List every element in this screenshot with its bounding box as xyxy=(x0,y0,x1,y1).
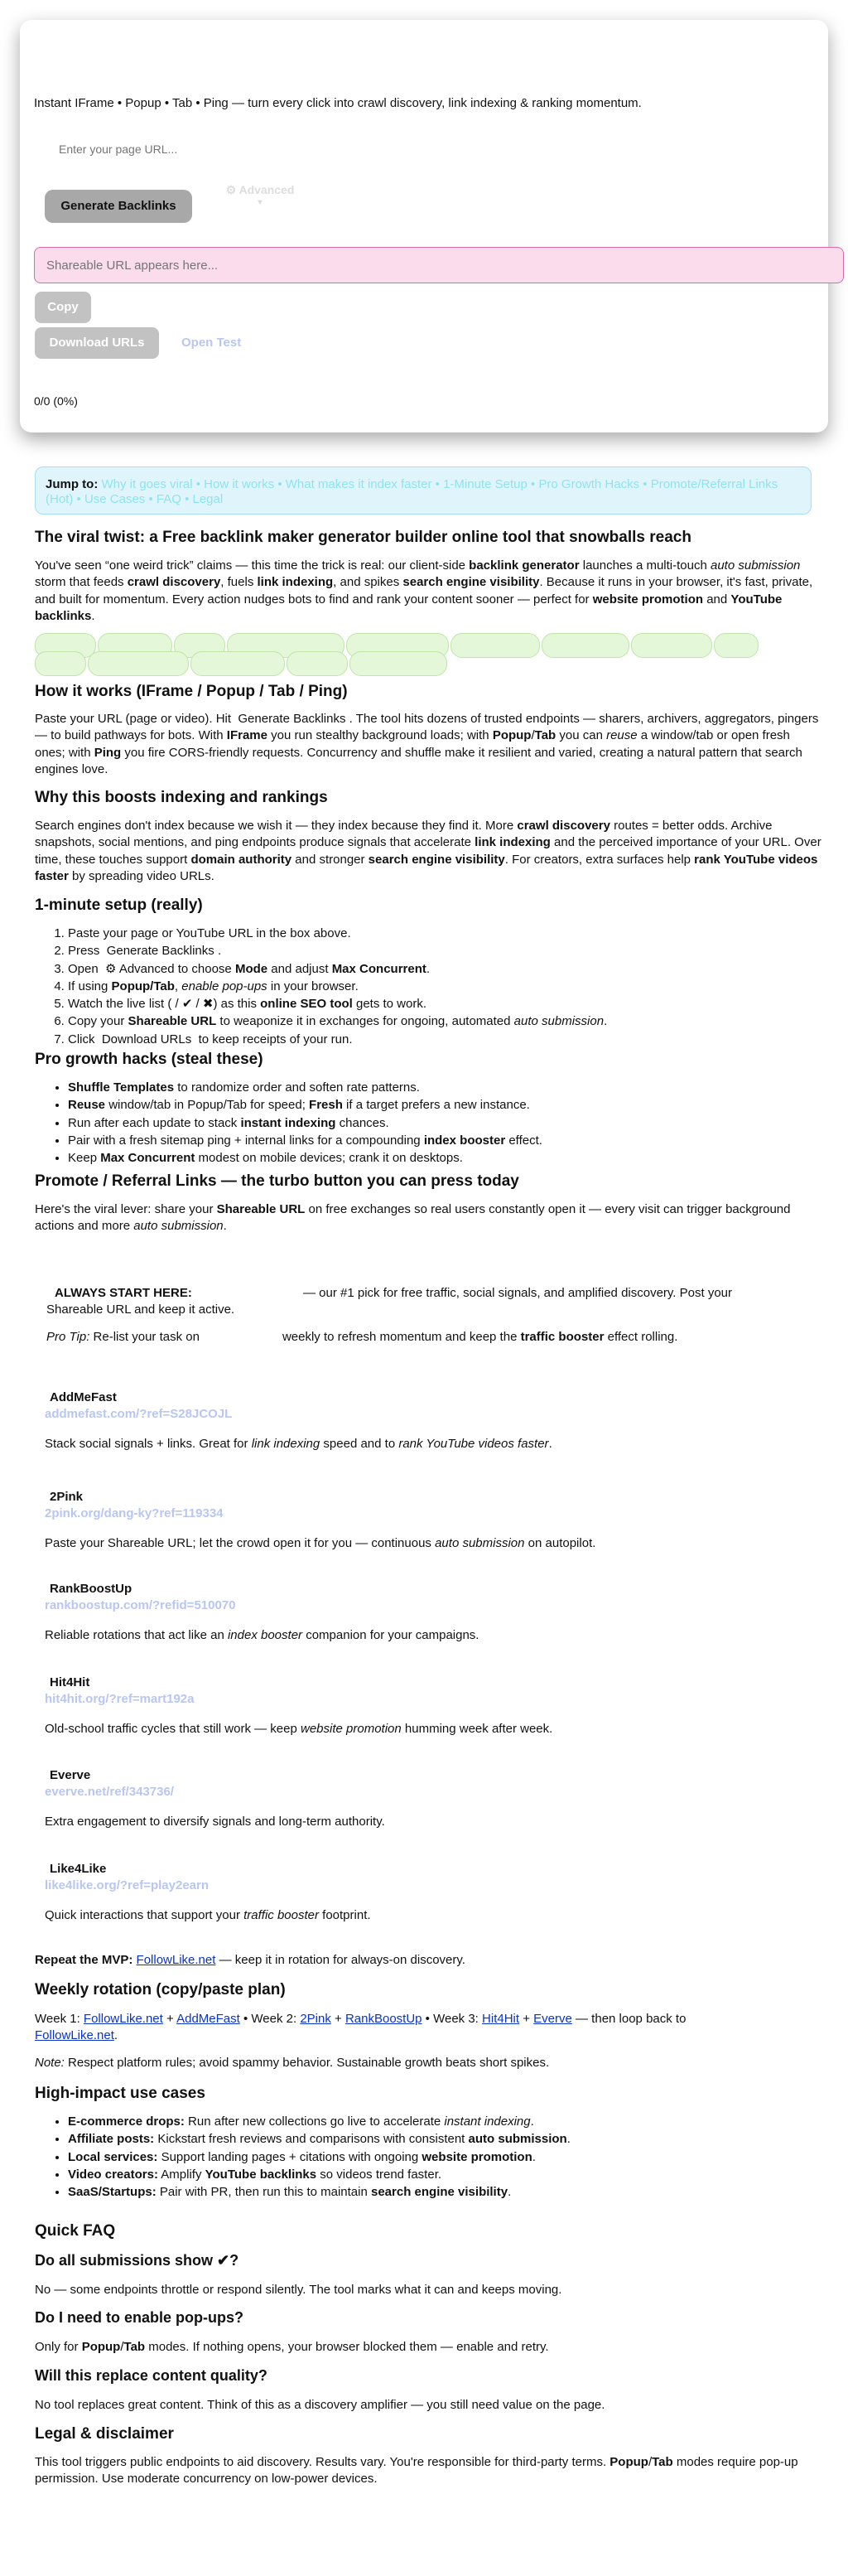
usecase-item: • SaaS/Startups: Pair with PR, then run this to maintain search engine visibility. xyxy=(68,2184,846,2201)
faq-question: Do all submissions show ✔? xyxy=(35,2252,239,2269)
why-heading: Why this boosts indexing and rankings xyxy=(35,789,328,806)
hacks-list xyxy=(35,1080,846,1167)
action-pill[interactable] xyxy=(542,633,629,658)
hacks-heading: Pro growth hacks (steal these) xyxy=(35,1051,263,1068)
referral-name: Hit4Hit xyxy=(50,1675,90,1689)
referral-link[interactable]: everve.net/ref/343736/ xyxy=(45,1785,174,1799)
followlike-link[interactable]: FollowLike.net xyxy=(35,2028,114,2043)
referral-link[interactable]: addmefast.com/?ref=S28JCOJL xyxy=(45,1407,233,1421)
setup-step: 7. Click Download URLs to keep receipts of your run. xyxy=(68,1032,846,1048)
usecases-list xyxy=(35,2114,846,2201)
setup-step: 6. Copy your Shareable URL to weaponize it in exchanges for ongoing, automated auto submission. xyxy=(68,1013,846,1030)
addmefast-link[interactable]: AddMeFast xyxy=(176,2012,240,2026)
weekly-plan: Week 1: FollowLike.net + AddMeFast • Week 2: 2Pink + RankBoostUp • Week 3: Hit4Hit + Everve — then loop back to FollowLike.net. xyxy=(35,2012,687,2043)
hit4hit-link[interactable]: Hit4Hit xyxy=(482,2012,520,2026)
action-pill[interactable] xyxy=(450,633,540,658)
faq-heading: Quick FAQ xyxy=(35,2222,116,2240)
action-pill[interactable] xyxy=(714,633,759,658)
rankboostup-link[interactable]: RankBoostUp xyxy=(344,2012,422,2026)
chevron-down-icon: ▾ xyxy=(258,197,263,207)
faq-question: Will this replace content quality? xyxy=(35,2367,267,2384)
url-input[interactable] xyxy=(34,134,415,164)
shareable-url-field[interactable] xyxy=(34,247,844,283)
referral-name: AddMeFast xyxy=(50,1390,117,1404)
jump-link[interactable]: Pro Growth Hacks xyxy=(538,477,640,491)
jump-nav-line xyxy=(46,477,799,507)
tool-tagline: Instant IFrame • Popup • Tab • Ping — turn every click into crawl discovery, link indexing & ranking momentum. xyxy=(34,96,642,110)
hack-item: • Run after each update to stack instant indexing chances. xyxy=(68,1115,846,1132)
referral-description: Paste your Shareable URL; let the crowd open it for you — continuous auto submission on autopilot. xyxy=(45,1536,596,1550)
action-pill[interactable] xyxy=(35,651,86,676)
everve-link[interactable]: Everve xyxy=(533,2012,572,2026)
jump-link[interactable]: Legal xyxy=(192,492,224,506)
advanced-label: ⚙ Advanced xyxy=(225,183,295,196)
jump-link[interactable]: Use Cases xyxy=(84,492,146,506)
action-pill[interactable] xyxy=(631,633,712,658)
progress-text: 0/0 (0%) xyxy=(34,394,78,408)
legal-heading: Legal & disclaimer xyxy=(35,2425,174,2443)
action-pill[interactable] xyxy=(349,651,447,676)
repeat-mvp: Repeat the MVP: FollowLike.net — keep it in rotation for always-on discovery. xyxy=(35,1953,465,1967)
referral-description: Quick interactions that support your traffic booster footprint. xyxy=(45,1908,371,1922)
how-paragraph: Paste your URL (page or video). Hit Generate Backlinks . The tool hits dozens of trusted endpoints — sharers, archivers, aggregators, pingers — to build pathways for bots. With IFrame you run stealthy background loads; with Popup/Tab you can reuse a window/tab or open fresh ones; with Ping you fire CORS-friendly requests. Concurrency and shuffle make it resilient and varied, creating a natural pattern that search engines love. xyxy=(35,712,819,776)
usecase-item: • Local services: Support landing pages + citations with ongoing website promotion. xyxy=(68,2149,846,2166)
weekly-note: Note: Respect platform rules; avoid spammy behavior. Sustainable growth beats short spikes. xyxy=(35,2056,550,2070)
advanced-toggle[interactable] xyxy=(219,182,301,208)
setup-step: 4. If using Popup/Tab, enable pop-ups in your browser. xyxy=(68,979,846,995)
tool-card xyxy=(20,20,828,433)
usecases-heading: High-impact use cases xyxy=(35,2085,205,2102)
faq-answer: Only for Popup/Tab modes. If nothing opens, your browser blocked them — enable and retry. xyxy=(35,2340,549,2354)
faq-answer: No — some endpoints throttle or respond silently. The tool marks what it can and keeps moving. xyxy=(35,2283,562,2297)
jump-nav xyxy=(35,466,812,515)
weekly-heading: Weekly rotation (copy/paste plan) xyxy=(35,1981,286,1998)
promote-heading: Promote / Referral Links — the turbo button you can press today xyxy=(35,1172,519,1190)
jump-separator: • xyxy=(181,492,193,506)
download-urls-button[interactable]: Download URLs xyxy=(35,327,159,359)
referral-description: Extra engagement to diversify signals and long-term authority. xyxy=(45,1815,385,1829)
followlike-link[interactable]: FollowLike.net xyxy=(136,1953,216,1967)
2pink-link[interactable]: 2Pink xyxy=(300,2012,331,2026)
usecase-item: • Affiliate posts: Kickstart fresh reviews and comparisons with consistent auto submission. xyxy=(68,2131,846,2148)
jump-link[interactable]: FAQ xyxy=(156,492,181,506)
jump-links xyxy=(46,477,778,506)
jump-link[interactable]: What makes it index faster xyxy=(285,477,432,491)
jump-link[interactable]: Why it goes viral xyxy=(101,477,193,491)
referral-link[interactable]: 2pink.org/dang-ky?ref=119334 xyxy=(45,1506,224,1520)
viral-heading: The viral twist: a Free backlink maker generator builder online tool that snowballs reach xyxy=(35,529,691,546)
open-test-link[interactable]: Open Test xyxy=(181,336,242,350)
faq-answer: No tool replaces great content. Think of this as a discovery amplifier — you still need value on the page. xyxy=(35,2398,605,2412)
referral-description: Stack social signals + links. Great for link indexing speed and to rank YouTube videos faster. xyxy=(45,1437,552,1451)
referral-description: Reliable rotations that act like an index booster companion for your campaigns. xyxy=(45,1628,479,1642)
referral-link[interactable]: rankboostup.com/?refid=510070 xyxy=(45,1598,236,1612)
legal-paragraph: This tool triggers public endpoints to aid discovery. Results vary. You're responsible for third-party terms. Popup/Tab modes require pop-up permission. Use moderate concurrency on low-power devices. xyxy=(35,2455,798,2487)
referral-name: Like4Like xyxy=(50,1862,107,1876)
setup-step: 3. Open ⚙ Advanced to choose Mode and adjust Max Concurrent. xyxy=(68,961,846,978)
jump-separator: • xyxy=(274,477,286,491)
how-heading: How it works (IFrame / Popup / Tab / Ping) xyxy=(35,683,348,700)
referral-name: RankBoostUp xyxy=(50,1582,132,1596)
always-start-text: — our #1 pick for free traffic, social signals, and amplified discovery. Post your Shareable URL and keep it active. xyxy=(46,1286,733,1317)
pro-tip: Pro Tip: Re-list your task on weekly to refresh momentum and keep the traffic booster effect rolling. xyxy=(46,1330,678,1344)
followlike-link[interactable]: FollowLike.net xyxy=(83,2012,163,2026)
viral-paragraph: You've seen “one weird trick” claims — this time the trick is real: our client-side backlink generator launches a multi-touch auto submission storm that feeds crawl discovery, fuels link indexing, and spikes search engine visibility. Because it runs in your browser, it's fast, private, and built for momentum. Every action nudges bots to find and rank your content sooner — perfect for website promotion and YouTube backlinks. xyxy=(35,558,813,623)
jump-link[interactable]: How it works xyxy=(204,477,275,491)
usecase-item: • E-commerce drops: Run after new collections go live to accelerate instant indexing. xyxy=(68,2114,846,2130)
hack-item: • Keep Max Concurrent modest on mobile devices; crank it on desktops. xyxy=(68,1150,846,1167)
jump-separator: • xyxy=(192,477,205,491)
jump-link[interactable]: 1-Minute Setup xyxy=(443,477,528,491)
setup-step: 2. Press Generate Backlinks . xyxy=(68,943,846,959)
action-pill[interactable] xyxy=(88,651,189,676)
faq-question: Do I need to enable pop-ups? xyxy=(35,2309,243,2326)
why-paragraph: Search engines don't index because we wish it — they index because they find it. More crawl discovery routes = better odds. Archive snapshots, social mentions, and ping endpoints produce signals that accelerate link indexing and the perceived importance of your URL. Over time, these touches support domain authority and stronger search engine visibility. For creators, extra surfaces help rank YouTube videos faster by spreading video URLs. xyxy=(35,819,822,883)
referral-link[interactable]: like4like.org/?ref=play2earn xyxy=(45,1878,210,1892)
referral-link[interactable]: hit4hit.org/?ref=mart192a xyxy=(45,1692,195,1706)
action-pill[interactable] xyxy=(287,651,348,676)
jump-separator: • xyxy=(527,477,539,491)
jump-link[interactable]: Promote/Referral Links (Hot) xyxy=(46,477,778,506)
referral-name: Everve xyxy=(50,1768,91,1782)
setup-step: 1. Paste your page or YouTube URL in the box above. xyxy=(68,926,846,942)
generate-backlinks-button[interactable]: Generate Backlinks xyxy=(45,190,192,223)
always-start-label: ALWAYS START HERE: xyxy=(55,1286,192,1300)
promote-intro: Here's the viral lever: share your Shareable URL on free exchanges so real users constantly open it — every visit can trigger background actions and more auto submission. xyxy=(35,1202,791,1234)
jump-separator: • xyxy=(639,477,651,491)
usecase-item: • Video creators: Amplify YouTube backlinks so videos trend faster. xyxy=(68,2167,846,2183)
hack-item: • Pair with a fresh sitemap ping + internal links for a compounding index booster effect. xyxy=(68,1133,846,1149)
setup-steps xyxy=(35,926,846,1049)
copy-button[interactable]: Copy xyxy=(35,292,91,323)
referral-description: Old-school traffic cycles that still work — keep website promotion humming week after week. xyxy=(45,1722,553,1736)
hack-item: • Reuse window/tab in Popup/Tab for speed; Fresh if a target prefers a new instance. xyxy=(68,1097,846,1114)
jump-separator: • xyxy=(73,492,84,506)
referral-name: 2Pink xyxy=(50,1490,84,1504)
jump-separator: • xyxy=(431,477,444,491)
jump-separator: • xyxy=(145,492,157,506)
hack-item: • Shuffle Templates to randomize order and soften rate patterns. xyxy=(68,1080,846,1096)
setup-heading: 1-minute setup (really) xyxy=(35,897,203,914)
setup-step: 5. Watch the live list ( / ✔ / ✖) as this online SEO tool gets to work. xyxy=(68,996,846,1013)
jump-nav-label: Jump to: xyxy=(46,477,99,491)
action-pill[interactable] xyxy=(190,651,285,676)
